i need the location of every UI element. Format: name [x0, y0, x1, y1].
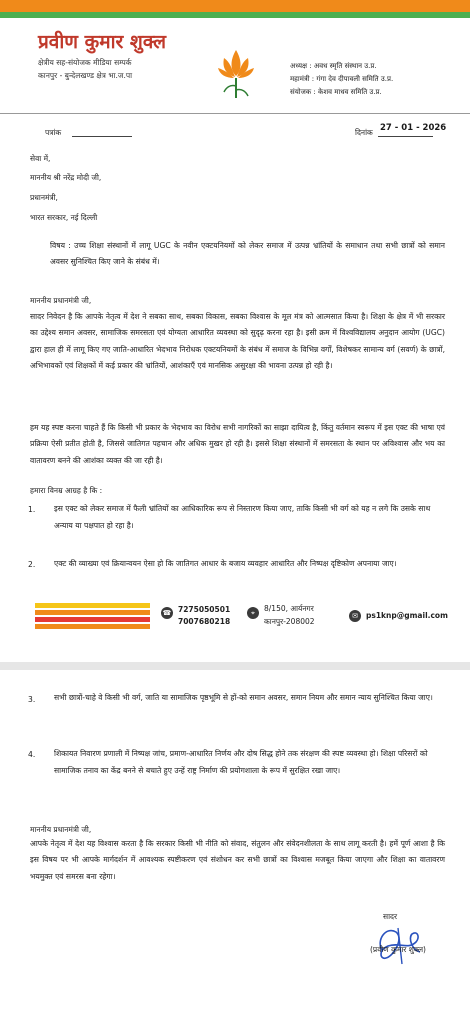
position-1: अध्यक्ष : अवध स्मृति संस्थान उ.प्र.	[290, 62, 377, 70]
item-number: 1.	[28, 505, 36, 514]
item-number: 4.	[28, 750, 36, 759]
sender-designation-1: क्षेत्रीय सह-संयोजक मीडिया सम्पर्क	[38, 58, 132, 67]
request-intro: हमारा विनम्र आग्रह है कि :	[30, 486, 103, 495]
sender-designation-2: कानपुर - बुन्देलखण्ड क्षेत्र भा.ज.पा	[38, 71, 133, 80]
date-line	[378, 136, 433, 137]
sender-name: प्रवीण कुमार शुक्ल	[38, 31, 167, 53]
request-item: एक्ट की व्याख्या एवं क्रियान्वयन ऐसा हो कि जातिगत आधार के बजाय व्यवहार आधारित और निष्पक्ष दृष्टिकोण अपनाया जाए।	[54, 559, 397, 568]
email: ps1knp@gmail.com	[366, 611, 448, 620]
request-item: शिकायत निवारण प्रणाली में निष्पक्ष जांच, प्रमाण-आधारित निर्णय और दोष सिद्ध होने तक संरक्षण की स्पष्ट व्यवस्था हो। शिक्षा परिसरों को सामाजिक तनाव का केंद्र बनने से बचाते हुए उन्हें राष्ट्र निर्माण की प्रयोगशाला के रूप में सुरक्षित रखा जाए।	[54, 749, 428, 775]
request-item: इस एक्ट को लेकर समाज में फैली भ्रांतियों का आधिकारिक रूप से निस्तारण किया जाए, ताकि किसी भी वर्ग को यह न लगे कि उसके साथ अन्याय या पक्षपात हो रहा है।	[54, 504, 431, 530]
sign-off: सादर	[383, 912, 398, 921]
address-line-4: भारत सरकार, नई दिल्ली	[30, 213, 98, 222]
position-3: संयोजक : केशव माधव समिति उ.प्र.	[290, 88, 382, 96]
contact-bar	[0, 598, 470, 640]
header-divider	[0, 113, 470, 114]
salutation: माननीय प्रधानमंत्री जी,	[30, 296, 92, 305]
lotus-logo-icon	[216, 44, 256, 102]
date-value: 27 - 01 - 2026	[380, 123, 447, 133]
request-item: सभी छात्रों-चाहे वे किसी भी वर्ग, जाति या सामाजिक पृष्ठभूमि से हों-को समान अवसर, समान नियम और समान न्याय सुनिश्चित किया जाए।	[54, 693, 433, 702]
date-label: दिनांक	[355, 128, 373, 137]
email-icon: ✉	[349, 610, 361, 622]
body-paragraph-1: सादर निवेदन है कि आपके नेतृत्व में देश ने सबका साथ, सबका विकास, सबका विश्वास के मूल मंत्र को आत्मसात किया है। शिक्षा के क्षेत्र में भी सरकार का उद्देश्य समान अवसर, सामाजिक समरसता एवं योग्यता आधारित व्यवस्था को सुदृढ़ करना रहा है। इसी क्रम में विश्वविद्यालय अनुदान आयोग (UGC) द्वारा हाल ही में लागू किए गए जाति-आधारित भेदभाव निरोधक एक्टयनियमों के संबंध में समाज के विभिन्न वर्गों, विशेषकर सामान्य वर्ग (सवर्ण) के छात्रों, अभिभावकों एवं शिक्षकों में कई प्रकार की भ्रांतियों, आशंकाएँ एवं मानसिक असुरक्षा की भावना उत्पन्न हो रही है।	[30, 312, 446, 370]
address-line-2: माननीय श्री नरेंद्र मोदी जी,	[30, 173, 102, 182]
subject-text: विषय : उच्च शिक्षा संस्थानों में लागू UGC के नवीन एक्टयनियमों को लेकर समाज में उत्पन्न भ्रांतियों के समाधान तथा सभी छात्रों को समान अवसर सुनिश्चित किए जाने के संबंध में।	[50, 241, 445, 267]
phone-icon: ☎	[162, 609, 172, 617]
position-2: महामंत्री : गंगा देव दीपावली समिति उ.प्र.	[290, 75, 394, 83]
item-number: 2.	[28, 560, 36, 569]
reference-line	[72, 136, 132, 137]
phone-1: 7275050501	[178, 605, 231, 614]
phone-2: 7007680218	[178, 617, 231, 626]
signature-name: (प्रवीण कुमार शुक्ल)	[370, 945, 426, 954]
body-paragraph-2: हम यह स्पष्ट करना चाहते हैं कि किसी भी प्रकार के भेदभाव का विरोध सभी नागरिकों का साझा दायित्व है, किंतु वर्तमान स्वरूप में इस एक्ट की भाषा एवं प्रक्रिया ऐसी प्रतीत होती है, जिससे जातिगत पहचान और अधिक मुखर हो रही है। इससे शिक्षा संस्थानों में समरसता के स्थान पर अविश्वास और भय का वातावरण बनने की आशंका व्यक्त की जा रही है।	[30, 423, 445, 465]
item-number: 3.	[28, 695, 36, 704]
sender-positions	[290, 60, 393, 99]
location-icon: ⌖	[247, 607, 259, 619]
reference-label: पत्रांक	[45, 128, 62, 137]
address-contact-2: कानपुर-208002	[264, 617, 315, 626]
closing-salutation: माननीय प्रधानमंत्री जी,	[30, 825, 92, 834]
address-line-3: प्रधानमंत्री,	[30, 193, 58, 202]
page-break	[0, 662, 470, 670]
letterhead-band	[0, 0, 470, 18]
closing-paragraph: आपके नेतृत्व में देश यह विश्वास करता है कि सरकार किसी भी नीति को संवाद, संतुलन और संवेदनशीलता के साथ लागू करती है। हमें पूर्ण आशा है कि इस विषय पर भी आपके मार्गदर्शन में आवश्यक स्पष्टीकरण एवं संशोधन कर सभी छात्रों का विश्वास मजबूत किया जाएगा और शिक्षा का वातावरण भयमुक्त एवं समरस बना रहेगा।	[30, 839, 445, 881]
address-line-1: सेवा में,	[30, 154, 51, 163]
address-contact-1: 8/150, आर्यनगर	[264, 604, 314, 613]
